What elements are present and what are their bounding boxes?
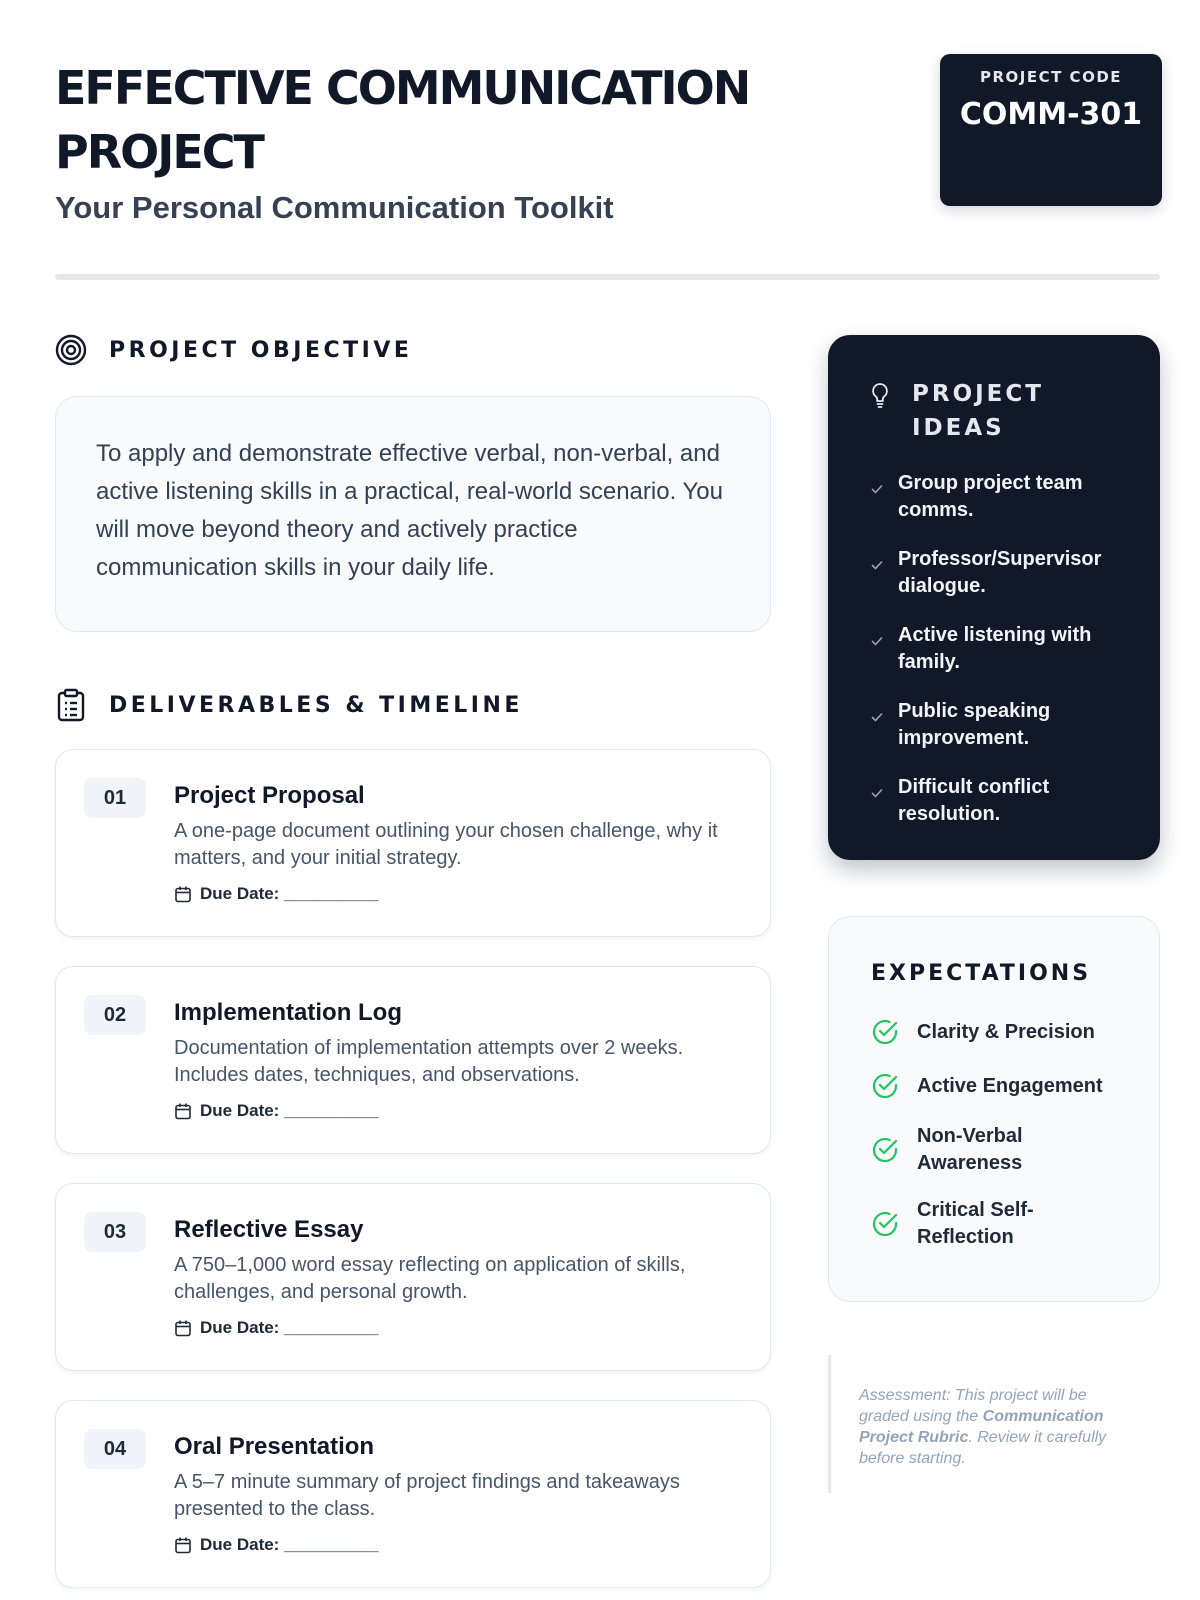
- page-subtitle: Your Personal Communication Toolkit: [55, 190, 614, 225]
- assessment-note: [828, 1355, 1160, 1493]
- assessment-rubric-name: Communication Project Rubric: [859, 1408, 1104, 1446]
- check-icon: [870, 780, 888, 807]
- deliverable-number: 03: [84, 1212, 146, 1252]
- expectation-item: [871, 1197, 1141, 1251]
- page: [55, 0, 1158, 1600]
- assessment-suffix: . Review it carefully before starting.: [859, 1429, 1107, 1467]
- idea-item: [870, 622, 1130, 676]
- due-date-text: Due Date: __________: [200, 1535, 379, 1554]
- deliverable-due: [174, 884, 744, 904]
- idea-item: [870, 774, 1130, 828]
- deliverable-number: 02: [84, 995, 146, 1035]
- deliverable-due: [174, 1318, 744, 1338]
- expectation-text: Clarity & Precision: [917, 1020, 1095, 1043]
- check-icon: [870, 704, 888, 731]
- deliverables-section-header: [55, 689, 523, 721]
- deliverable-card: [55, 749, 771, 937]
- deliverable-card: [55, 1400, 771, 1588]
- clipboard-icon: [55, 689, 87, 721]
- expectation-text: Critical Self-Reflection: [917, 1199, 1034, 1248]
- header-divider: [55, 274, 1160, 280]
- objective-heading: PROJECT OBJECTIVE: [109, 337, 413, 363]
- deliverable-title: Oral Presentation: [174, 1433, 375, 1460]
- calendar-icon: [174, 885, 192, 903]
- idea-text: Difficult conflict resolution.: [898, 776, 1050, 825]
- deliverable-title: Implementation Log: [174, 999, 402, 1026]
- deliverable-description: Documentation of implementation attempts over 2 weeks. Includes dates, techniques, and observations.: [174, 1037, 684, 1086]
- expectations-heading: EXPECTATIONS: [871, 961, 1092, 986]
- project-ideas-panel: [828, 335, 1160, 860]
- objective-text: To apply and demonstrate effective verbal, non-verbal, and active listening skills in a practical, real-world scenario. You will move beyond theory and actively practice communication skills in your daily life.: [96, 440, 723, 581]
- deliverables-heading: DELIVERABLES & TIMELINE: [109, 692, 523, 718]
- expectation-item: [871, 1123, 1141, 1177]
- check-circle-icon: [871, 1136, 899, 1164]
- idea-item: [870, 698, 1130, 752]
- idea-text: Professor/Supervisor dialogue.: [898, 548, 1102, 597]
- deliverable-due: [174, 1535, 744, 1555]
- calendar-icon: [174, 1319, 192, 1337]
- check-circle-icon: [871, 1072, 899, 1100]
- project-ideas-heading: PROJECT IDEAS: [912, 381, 1044, 441]
- deliverable-title: Reflective Essay: [174, 1216, 364, 1243]
- idea-item: [870, 546, 1130, 600]
- check-circle-icon: [871, 1210, 899, 1238]
- expectation-item: [871, 1069, 1141, 1103]
- deliverable-card: [55, 966, 771, 1154]
- deliverable-due: [174, 1101, 744, 1121]
- due-date-text: Due Date: __________: [200, 884, 379, 903]
- check-icon: [870, 628, 888, 655]
- target-icon: [55, 334, 87, 366]
- deliverable-number: 01: [84, 778, 146, 818]
- objective-box: [55, 396, 771, 632]
- idea-text: Public speaking improvement.: [898, 700, 1051, 749]
- idea-item: [870, 470, 1130, 524]
- project-code-label: PROJECT CODE: [979, 68, 1123, 86]
- expectation-text: Active Engagement: [917, 1074, 1103, 1097]
- expectations-panel: [828, 916, 1160, 1302]
- assessment-prefix: Assessment: This project will be graded using the: [859, 1387, 1087, 1425]
- check-icon: [870, 552, 888, 579]
- deliverable-description: A 750–1,000 word essay reflecting on application of skills, challenges, and personal growth.: [174, 1254, 686, 1303]
- project-code-badge: [940, 54, 1162, 206]
- check-circle-icon: [871, 1018, 899, 1046]
- objective-section-header: [55, 334, 412, 366]
- deliverable-title: Project Proposal: [174, 782, 365, 809]
- deliverable-number: 04: [84, 1429, 146, 1469]
- deliverable-card: [55, 1183, 771, 1371]
- deliverable-description: A 5–7 minute summary of project findings and takeaways presented to the class.: [174, 1471, 680, 1520]
- idea-text: Active listening with family.: [898, 624, 1092, 673]
- due-date-text: Due Date: __________: [200, 1101, 379, 1120]
- check-icon: [870, 476, 888, 503]
- calendar-icon: [174, 1102, 192, 1120]
- deliverable-description: A one-page document outlining your chosen challenge, why it matters, and your initial strategy.: [174, 820, 718, 869]
- due-date-text: Due Date: __________: [200, 1318, 379, 1337]
- expectation-item: [871, 1015, 1141, 1049]
- expectation-text: Non-Verbal Awareness: [917, 1125, 1023, 1174]
- calendar-icon: [174, 1536, 192, 1554]
- idea-text: Group project team comms.: [898, 472, 1083, 521]
- project-code-value: COMM-301: [959, 97, 1143, 132]
- page-title: EFFECTIVE COMMUNICATION PROJECT: [55, 61, 750, 179]
- lightbulb-icon: [870, 381, 890, 416]
